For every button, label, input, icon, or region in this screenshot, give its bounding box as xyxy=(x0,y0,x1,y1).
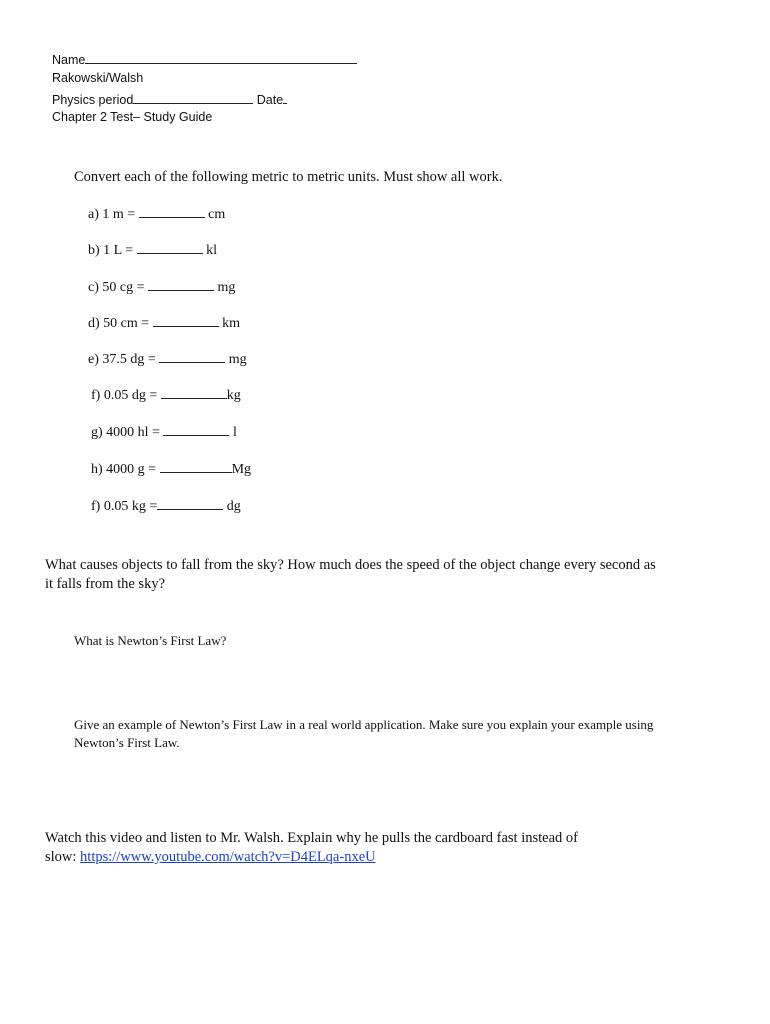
answer-blank[interactable] xyxy=(153,314,219,327)
period-line xyxy=(52,91,287,107)
metric-item-c: c) 50 cg = mg xyxy=(88,280,236,295)
video-link[interactable]: https://www.youtube.com/watch?v=D4ELqa-nxeU xyxy=(80,849,376,865)
period-blank[interactable] xyxy=(133,91,253,104)
name-blank[interactable] xyxy=(85,51,357,64)
name-line xyxy=(52,51,357,67)
answer-blank[interactable] xyxy=(157,497,223,510)
video-question-line2: slow: https://www.youtube.com/watch?v=D4ELqa-nxeU xyxy=(45,849,376,865)
metric-item-f: f) 0.05 dg = kg xyxy=(91,388,241,403)
date-label: Date xyxy=(256,93,284,107)
example-question-line1: Give an example of Newton’s First Law in a real world application. Make sure you explain your example using xyxy=(74,717,654,732)
answer-blank[interactable] xyxy=(137,241,203,254)
video-question-line1: Watch this video and listen to Mr. Walsh. Explain why he pulls the cardboard fast instead of xyxy=(45,830,578,846)
period-label: Physics period xyxy=(52,93,134,107)
metric-instruction: Convert each of the following metric to metric units. Must show all work. xyxy=(74,169,503,185)
answer-blank[interactable] xyxy=(139,205,205,218)
answer-blank[interactable] xyxy=(163,423,229,436)
newton-first-question: What is Newton’s First Law? xyxy=(74,633,227,648)
answer-blank[interactable] xyxy=(148,278,214,291)
metric-item-i: f) 0.05 kg = dg xyxy=(91,499,241,514)
date-blank[interactable] xyxy=(283,91,287,104)
gravity-question-line2: it falls from the sky? xyxy=(45,576,166,592)
answer-blank[interactable] xyxy=(159,350,225,363)
name-label: Name xyxy=(52,53,86,67)
gravity-question-line1: What causes objects to fall from the sky? How much does the speed of the object change every second as xyxy=(45,557,656,573)
page-title: Chapter 2 Test– Study Guide xyxy=(52,110,213,124)
teachers: Rakowski/Walsh xyxy=(52,71,144,85)
answer-blank[interactable] xyxy=(160,460,232,473)
metric-item-a: a) 1 m = cm xyxy=(88,207,226,222)
metric-item-b: b) 1 L = kl xyxy=(88,243,217,258)
example-question-line2: Newton’s First Law. xyxy=(74,735,180,750)
metric-item-g: g) 4000 hl = l xyxy=(91,425,237,440)
answer-blank[interactable] xyxy=(161,386,227,399)
metric-item-e: e) 37.5 dg = mg xyxy=(88,352,247,367)
metric-item-d: d) 50 cm = km xyxy=(88,316,241,331)
metric-item-h: h) 4000 g = Mg xyxy=(91,462,252,477)
